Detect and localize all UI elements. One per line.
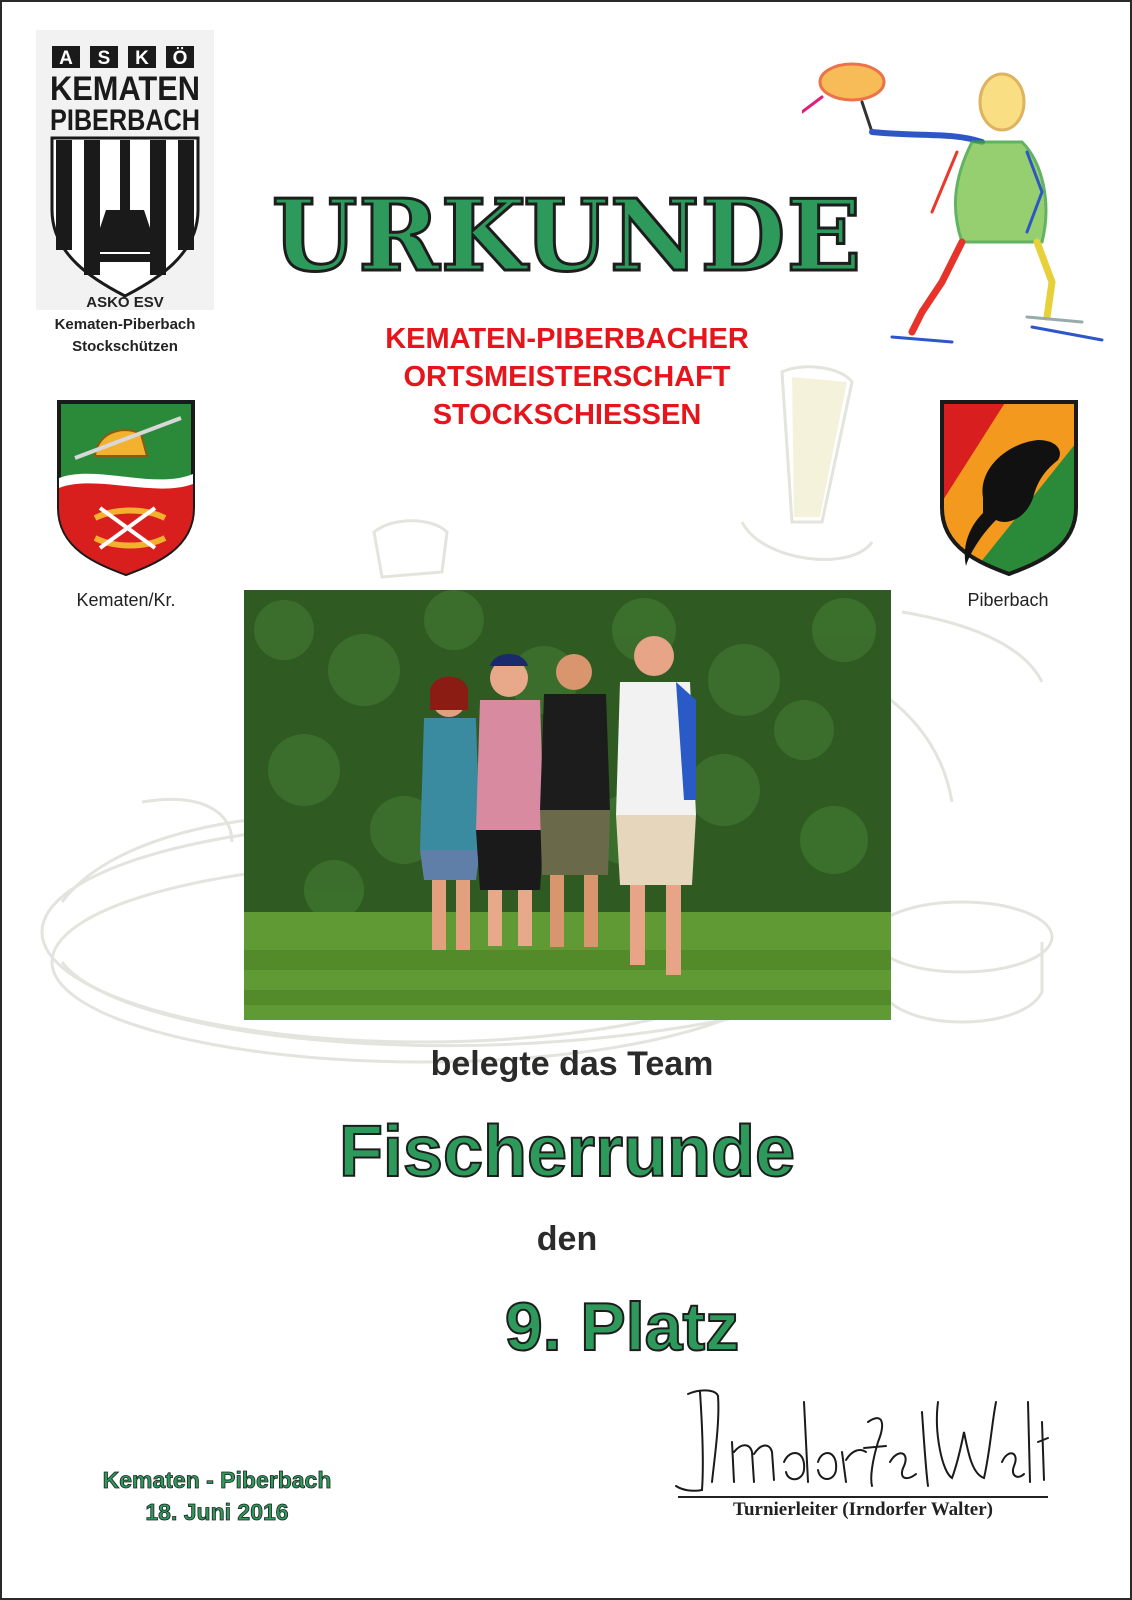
subtitle-line-2: ORTSMEISTERSCHAFT — [403, 361, 731, 393]
logo-letter-1: A — [59, 48, 73, 69]
stock-player-drawing-icon — [802, 42, 1112, 352]
stock-club-logo-icon — [36, 30, 214, 310]
den-text: den — [536, 1220, 598, 1258]
logo-letter-3: K — [135, 48, 149, 69]
club-logo — [36, 30, 214, 310]
signature — [672, 1382, 1062, 1502]
team-intro-text: belegte das Team — [430, 1045, 714, 1083]
club-name — [36, 292, 214, 358]
signature-caption: Turnierleiter (Irndorfer Walter) — [733, 1499, 993, 1520]
location-date — [72, 1464, 362, 1528]
subtitle-line-3: STOCKSCHIESSEN — [432, 399, 702, 431]
team-name: Fischerrunde — [338, 1112, 796, 1192]
kematen-coat-of-arms-icon — [55, 398, 197, 578]
club-name-line-2: Kematen-Piberbach — [54, 316, 196, 333]
crest-right-label: Piberbach — [967, 590, 1049, 610]
club-name-line-3: Stockschützen — [72, 338, 178, 355]
placement: 9. Platz — [504, 1289, 740, 1365]
logo-line-2: PIBERBACH — [50, 104, 200, 137]
logo-letter-4: Ö — [172, 48, 188, 69]
logo-line-1: KEMATEN — [50, 70, 200, 108]
team-photo — [244, 590, 891, 1020]
crest-left-label: Kematen/Kr. — [76, 590, 176, 610]
logo-letter-2: S — [97, 48, 111, 69]
signature-line — [678, 1496, 1048, 1498]
date: 18. Juni 2016 — [145, 1499, 289, 1525]
piberbach-coat-of-arms-icon — [938, 398, 1080, 578]
event-subtitle — [302, 320, 832, 434]
club-name-line-1: ASKÖ ESV — [86, 294, 164, 311]
subtitle-line-1: KEMATEN-PIBERBACHER — [385, 323, 749, 355]
certificate-title: URKUNDE — [271, 179, 863, 294]
location: Kematen - Piberbach — [102, 1467, 332, 1493]
